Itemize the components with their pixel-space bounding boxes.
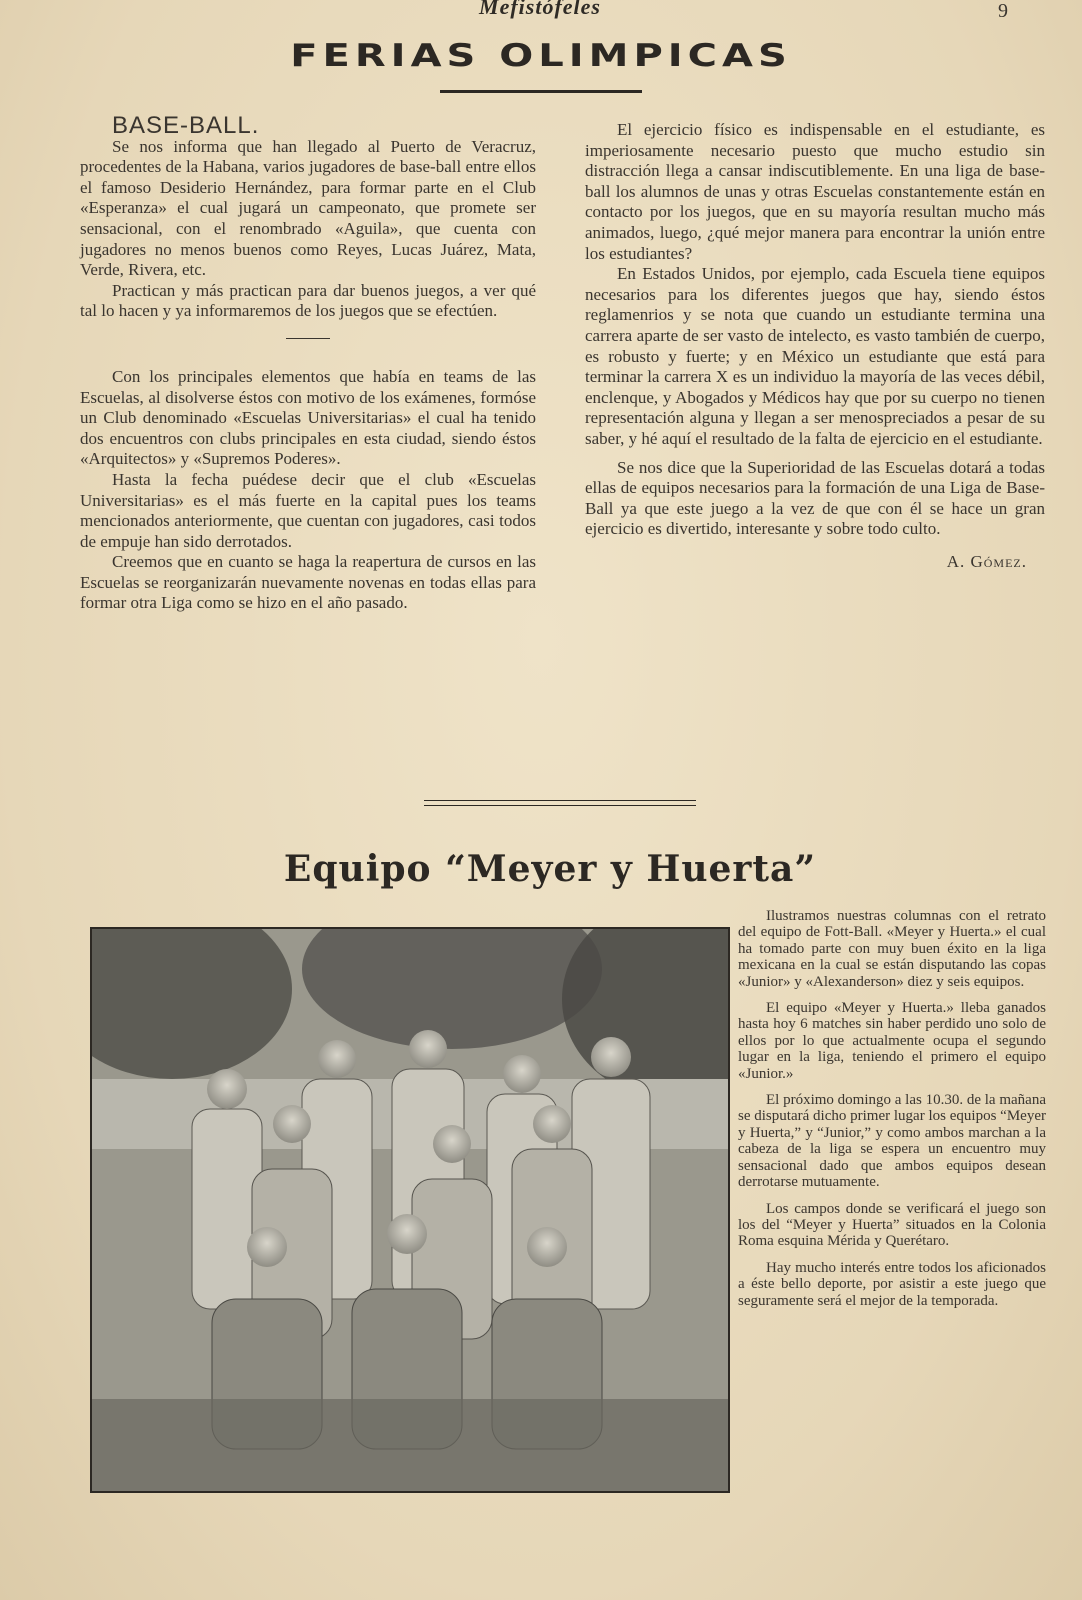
team-article xyxy=(738,908,1046,1319)
team-photo-image xyxy=(92,929,730,1493)
paragraph: Ilustramos nuestras columnas con el retrato del equipo de Fott-Ball. «Meyer y Huerta.» el cual ha tomado parte con muy buen éxito en la liga mexicana en la cual se están disputando las copas «Junior» y «Alexanderson» diez y seis equipos. xyxy=(738,908,1046,990)
baseball-subtitle: BASE-BALL. xyxy=(112,112,260,139)
author-signature: A. Gómez. xyxy=(946,551,1027,571)
headline-rule xyxy=(440,90,642,93)
paragraph: El ejercicio físico es indispensable en el estudiante, es imperiosamente necesario puesto que mucho estudio sin distracción llega a cansar indiscutiblemente. En una liga de base-ball los alumnos de unas y otras Escuelas constantemente están en contacto por los juegos, que en su mayoría resultan mucho más animados, luego, ¿qué mejor manera para encontrar la unión entre los estudiantes? xyxy=(585,120,1045,263)
section-divider xyxy=(424,805,696,806)
right-column xyxy=(585,120,1045,572)
page-number: 9 xyxy=(998,0,1008,22)
paragraph: El próximo domingo a las 10.30. de la mañana se disputará dicho primer lugar los equipos “Meyer y Huerta,” y “Junior,” y como ambos marchan a la cabeza de la liga se espera un encuentro muy sensacional dado que ambos equipos desean derrotarse mutuamente. xyxy=(738,1092,1046,1191)
team-headline: Equipo “Meyer y Huerta” xyxy=(283,848,817,890)
section-divider xyxy=(424,800,696,801)
paragraph: El equipo «Meyer y Huerta.» lleba ganados hasta hoy 6 matches sin haber perdido uno solo de ellos por lo que actualmente ocupa el segundo lugar en la liga, teniendo el primero el equipo «Junior.» xyxy=(738,1000,1046,1082)
headline: FERIAS OLIMPICAS xyxy=(290,38,792,74)
team-photo xyxy=(90,927,730,1493)
masthead: Mefistófeles xyxy=(479,0,601,19)
paragraph: Se nos dice que la Superioridad de las Escuelas dotará a todas ellas de equipos necesarios para la formación de una Liga de Base-Ball ya que este juego a la vez de que con él se hace un gran ejercicio es divertido, interesante y sobre todo culto. xyxy=(585,457,1045,539)
left-column xyxy=(80,112,536,614)
paragraph: Se nos informa que han llegado al Puerto de Veracruz, procedentes de la Habana, varios jugadores de base-ball entre ellos el famoso Desiderio Hernández, para formar parte en el Club «Esperanza» el cual jugará un campeonato, que promete ser sensacional, con el renombrado «Aguila», que cuenta con jugadores no menos buenos como Reyes, Lucas Juárez, Mata, Verde, Rivera, etc. xyxy=(80,136,536,280)
paragraph: Los campos donde se verificará el juego son los del “Meyer y Huerta” situados en la Colonia Roma esquina Mérida y Querétaro. xyxy=(738,1200,1046,1250)
paragraph: Hasta la fecha puédese decir que el club «Escuelas Universitarias» es el más fuerte en la capital pues los teams mencionados anteriormente, que cuentan con jugadores, casi todos de empuje han sido derrotados. xyxy=(80,469,536,551)
paragraph: Hay mucho interés entre todos los aficionados a éste bello deporte, por asistir a este juego que seguramente será el mejor de la temporada. xyxy=(738,1259,1046,1309)
paragraph: En Estados Unidos, por ejemplo, cada Escuela tiene equipos necesarios para los diferentes juegos que hay, siendo éstos reglamenrios y se nota que cuando un estudiante termina una carrera aparte de ser vasto de intelecto, es vasto también de cuerpo, es robusto y fuerte; y en México un estudiante que está para terminar la carrera X es un individuo la mayoría de las veces débil, enclenque, y Abogados y Médicos hay que por su cuerpo no tienen representación alguna y llegan a ser menospreciados a pesar de su saber, y hé aquí el resultado de la falta de ejercicio en el estudiante. xyxy=(585,264,1045,448)
paragraph: Creemos que en cuanto se haga la reapertura de cursos en las Escuelas se reorganizarán nuevamente novenas en todas ellas para formar otra Liga como se hizo en el año pasado. xyxy=(80,552,536,613)
separator xyxy=(286,338,330,339)
paragraph: Con los principales elementos que había en teams de las Escuelas, al disolverse éstos con motivo de los exámenes, formóse un Club denominado «Escuelas Universitarias» el cual ha tenido dos encuentros con clubs principales en esta ciudad, siendo éstos «Arquitectos» y «Supremos Poderes». xyxy=(80,366,536,469)
paragraph: Practican y más practican para dar buenos juegos, a ver qué tal lo hacen y ya informaremos de los juegos que se efectúen. xyxy=(80,280,536,321)
